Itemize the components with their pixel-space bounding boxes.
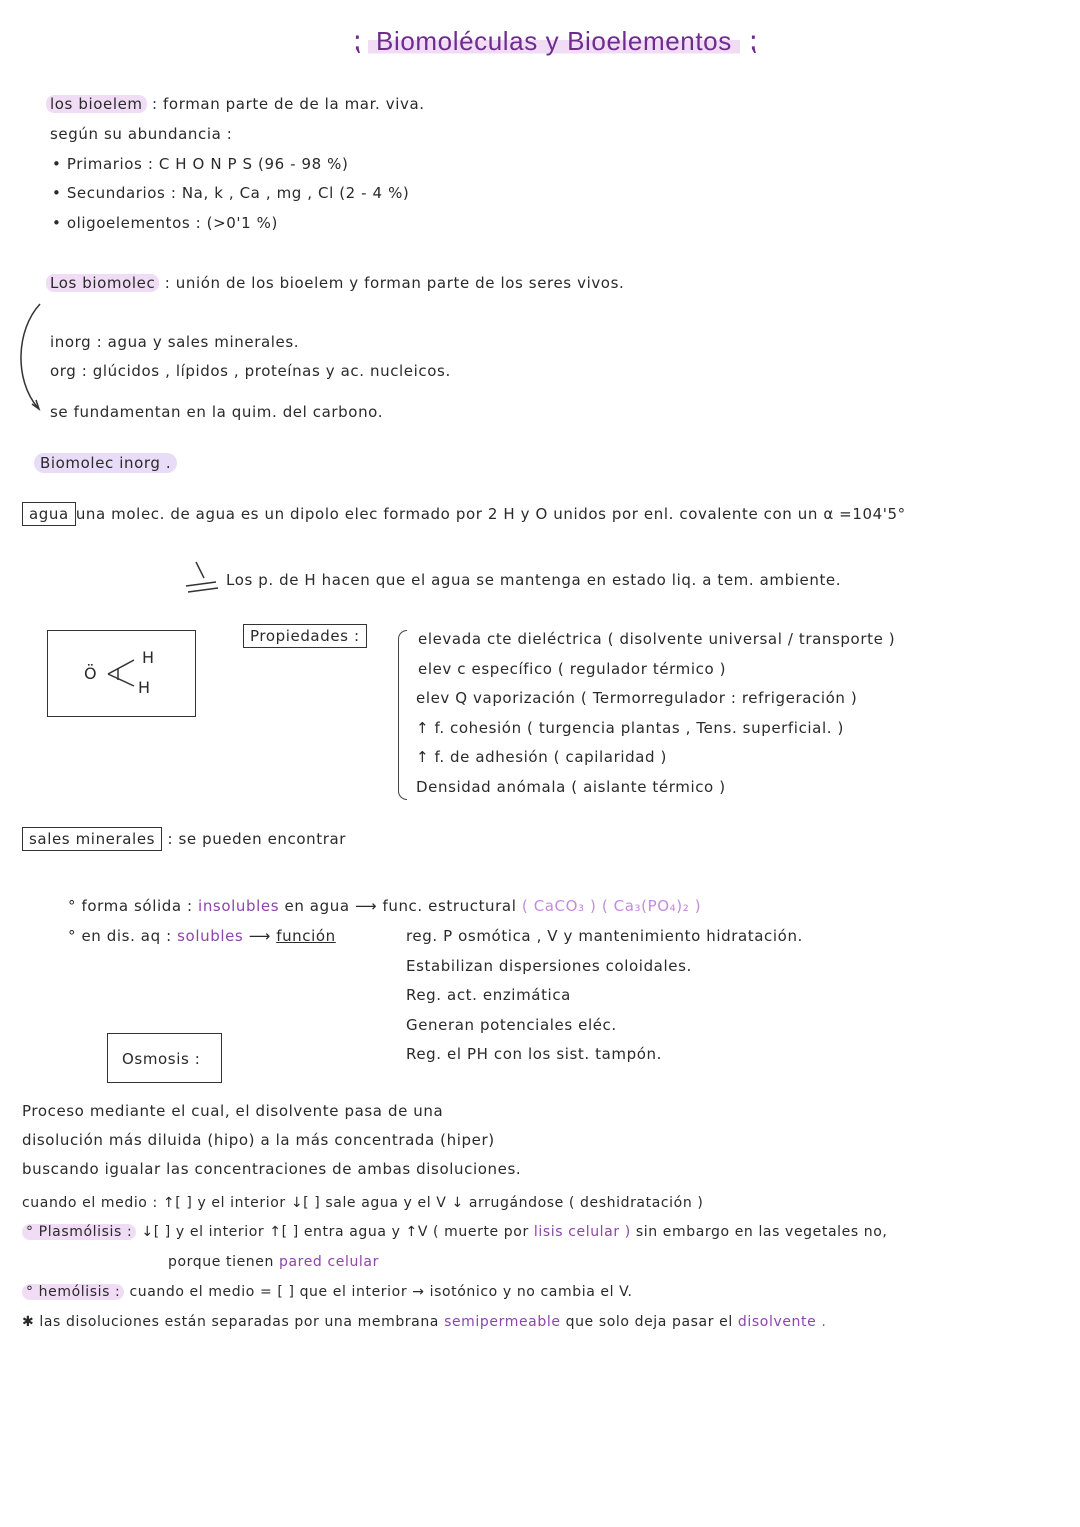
plasmolisis-lisis: lisis celular ) xyxy=(533,1224,631,1240)
sales-row xyxy=(22,830,346,848)
molecule-bonds-icon xyxy=(104,652,140,692)
solid-mid: en agua ⟶ func. estructural xyxy=(284,897,517,915)
plasmolisis-row-2 xyxy=(168,1254,379,1270)
curved-arrow-icon xyxy=(12,300,48,420)
property-item: elevada cte dieléctrica ( disolvente universal / transporte ) xyxy=(418,630,896,648)
osmosis-line: Proceso mediante el cual, el disolvente pasa de una xyxy=(22,1102,444,1120)
molecule-oxygen: Ö xyxy=(84,664,98,683)
property-item: elev Q vaporización ( Termorregulador : refrigeración ) xyxy=(416,689,858,707)
plasmolisis-text-b: sin embargo en las vegetales no, xyxy=(635,1224,888,1240)
plasmolisis-pared: pared celular xyxy=(279,1254,379,1270)
property-item: elev c específico ( regulador térmico ) xyxy=(418,660,727,678)
dis-prefix: ° en dis. aq : xyxy=(68,927,172,945)
attention-mark-icon xyxy=(182,558,222,598)
function-item: Reg. el PH con los sist. tampón. xyxy=(406,1045,662,1063)
plasmolisis-text-c: porque tienen xyxy=(168,1254,274,1270)
sales-solid-row xyxy=(68,897,701,915)
function-item: Reg. act. enzimática xyxy=(406,986,571,1004)
note-semipermeable: semipermeable xyxy=(444,1314,561,1330)
property-item: ↑ f. de adhesión ( capilaridad ) xyxy=(416,748,667,766)
dis-function-label: función xyxy=(276,927,336,945)
sales-label: sales minerales xyxy=(22,827,162,851)
osmosis-line: disolución más diluida (hipo) a la más concentrada (hiper) xyxy=(22,1131,495,1149)
osmosis-line: buscando igualar las concentraciones de ambas disoluciones. xyxy=(22,1160,522,1178)
osmosis-label: Osmosis : xyxy=(122,1050,201,1068)
osmosis-cuando: cuando el medio : ↑[ ] y el interior ↓[ ] sale agua y el V ↓ arrugándose ( deshidratación ) xyxy=(22,1195,704,1211)
agua-row xyxy=(22,505,906,523)
function-item: Generan potenciales eléc. xyxy=(406,1016,617,1034)
plasmolisis-row xyxy=(22,1224,887,1240)
biomolec-definition xyxy=(46,274,624,292)
sales-text: : se pueden encontrar xyxy=(167,830,347,848)
biomolec-org: org : glúcidos , lípidos , proteínas y ac. nucleicos. xyxy=(50,362,451,380)
bioelem-item: • oligoelementos : (>0'1 %) xyxy=(52,214,278,232)
bioelem-text: : forman parte de de la mar. viva. xyxy=(152,95,425,113)
property-item: Densidad anómala ( aislante térmico ) xyxy=(416,778,726,796)
agua-label: agua xyxy=(22,502,76,526)
solid-prefix: ° forma sólida : xyxy=(68,897,193,915)
solid-keyword: insolubles xyxy=(198,897,280,915)
dis-keyword: solubles xyxy=(177,927,244,945)
bioelem-abundance: según su abundancia : xyxy=(50,125,233,143)
plasmolisis-text-a: ↓[ ] y el interior ↑[ ] entra agua y ↑V ( muerte por xyxy=(141,1224,529,1240)
function-item: Estabilizan dispersiones coloidales. xyxy=(406,957,692,975)
solid-formula: ( CaCO₃ ) ( Ca₃(PO₄)₂ ) xyxy=(521,897,702,915)
note-disolvente: disolvente . xyxy=(737,1314,827,1330)
hemolisis-text: cuando el medio = [ ] que el interior → isotónico y no cambia el V. xyxy=(129,1284,633,1300)
bioelem-item: • Secundarios : Na, k , Ca , mg , Cl (2 - 4 %) xyxy=(52,184,410,202)
bioelem-item: • Primarios : C H O N P S (96 - 98 %) xyxy=(52,155,349,173)
property-item: ↑ f. cohesión ( turgencia plantas , Tens. superficial. ) xyxy=(416,719,844,737)
biomolec-text: : unión de los bioelem y forman parte de los seres vivos. xyxy=(164,274,625,292)
propiedades-brace xyxy=(398,630,407,800)
hemolisis-row xyxy=(22,1284,633,1300)
molecule-hydrogen: H xyxy=(142,648,155,667)
sales-dis-row xyxy=(68,927,336,945)
hemolisis-label: ° hemólisis : xyxy=(22,1284,124,1300)
plasmolisis-label: ° Plasmólisis : xyxy=(22,1224,136,1240)
title-deco-left: ⁏ xyxy=(352,24,363,57)
title-deco-right: ⁏ xyxy=(748,24,759,57)
agua-text: una molec. de agua es un dipolo elec formado por 2 H y O unidos por enl. covalente con un α =104'5° xyxy=(75,505,906,523)
biomolec-inorg: inorg : agua y sales minerales. xyxy=(50,333,300,351)
bioelem-definition xyxy=(46,95,425,113)
biomolec-carbon: se fundamentan en la quim. del carbono. xyxy=(50,403,384,421)
section-inorg-heading: Biomolec inorg . xyxy=(34,453,177,473)
dis-arrow: ⟶ xyxy=(248,927,271,945)
agua-note: Los p. de H hacen que el agua se mantenga en estado liq. a tem. ambiente. xyxy=(226,571,842,589)
bioelem-term: los bioelem xyxy=(46,95,147,113)
note-text-a: ✱ las disoluciones están separadas por una membrana xyxy=(22,1314,439,1330)
page-title: Biomoléculas y Bioelementos xyxy=(368,26,740,57)
note-text-b: que solo deja pasar el xyxy=(565,1314,733,1330)
biomolec-term: Los biomolec xyxy=(46,274,159,292)
molecule-hydrogen: H xyxy=(138,678,151,697)
membrane-note xyxy=(22,1314,826,1330)
function-item: reg. P osmótica , V y mantenimiento hidratación. xyxy=(406,927,803,945)
propiedades-label: Propiedades : xyxy=(243,624,367,648)
